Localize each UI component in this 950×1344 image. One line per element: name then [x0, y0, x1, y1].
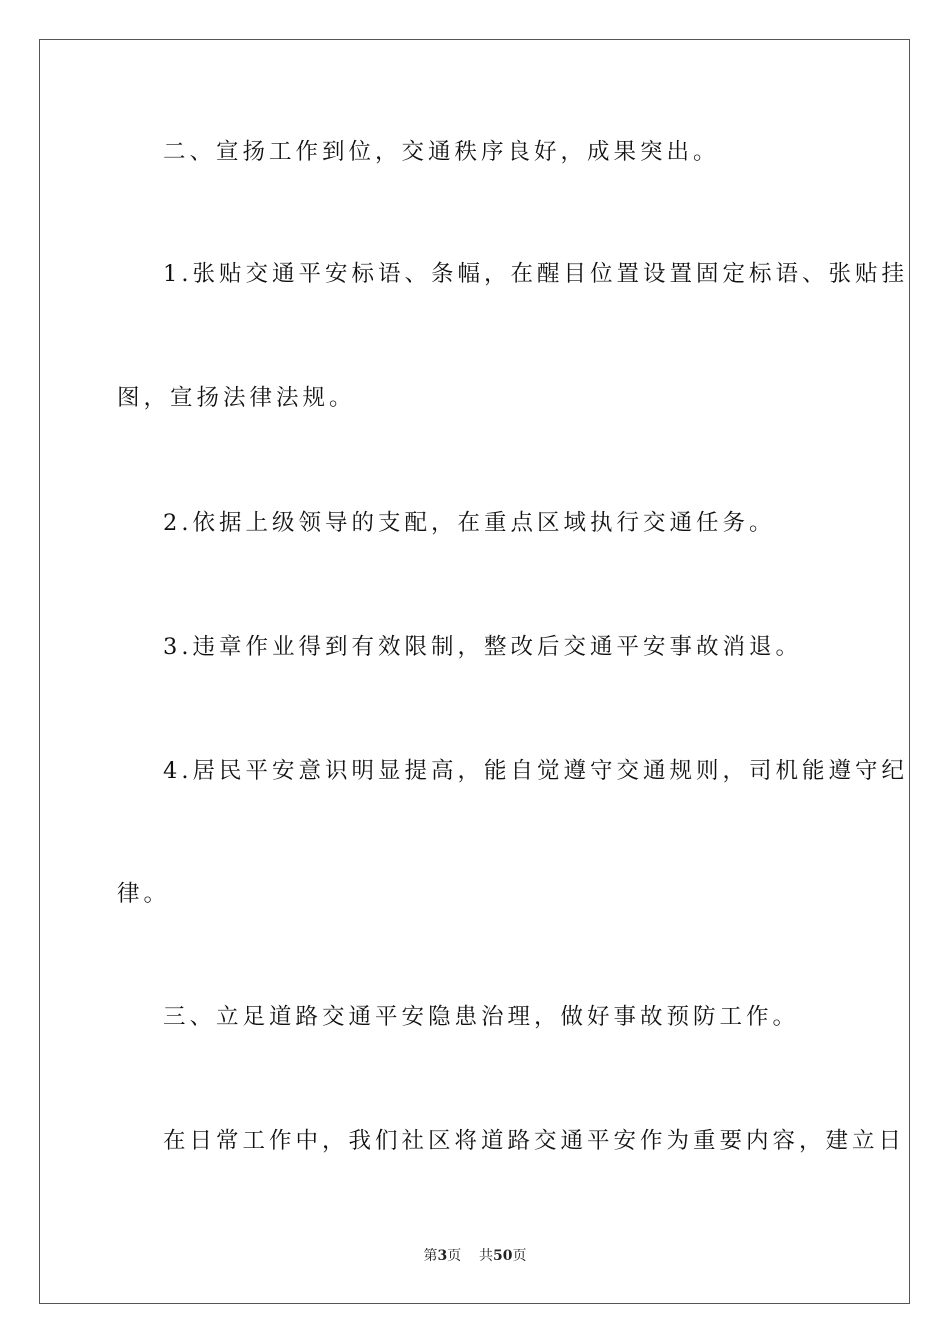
- paragraph-heading-2: 二、宣扬工作到位，交通秩序良好，成果突出。: [163, 139, 720, 165]
- paragraph-item-4-cont: 律。: [117, 881, 171, 907]
- footer-total-prefix: 共: [479, 1248, 494, 1264]
- page-footer: [0, 1246, 950, 1266]
- paragraph-body: 在日常工作中，我们社区将道路交通平安作为重要内容，建立日: [163, 1128, 906, 1154]
- paragraph-item-1-cont: 图，宣扬法律法规。: [117, 385, 356, 411]
- footer-page-suffix: 页: [447, 1248, 462, 1264]
- footer-page-prefix: 第: [423, 1248, 438, 1264]
- page-border: [39, 39, 910, 1304]
- paragraph-item-1: 1.张贴交通平安标语、条幅，在醒目位置设置固定标语、张贴挂: [163, 261, 908, 287]
- paragraph-heading-3: 三、立足道路交通平安隐患治理，做好事故预防工作。: [163, 1004, 800, 1030]
- paragraph-item-3: 3.违章作业得到有效限制，整改后交通平安事故消退。: [163, 634, 802, 660]
- footer-total-suffix: 页: [512, 1248, 527, 1264]
- footer-total-pages: 50: [493, 1248, 513, 1264]
- paragraph-item-4: 4.居民平安意识明显提高，能自觉遵守交通规则，司机能遵守纪: [163, 758, 908, 784]
- paragraph-item-2: 2.依据上级领导的支配，在重点区域执行交通任务。: [163, 510, 776, 536]
- footer-page-number: 3: [437, 1248, 448, 1264]
